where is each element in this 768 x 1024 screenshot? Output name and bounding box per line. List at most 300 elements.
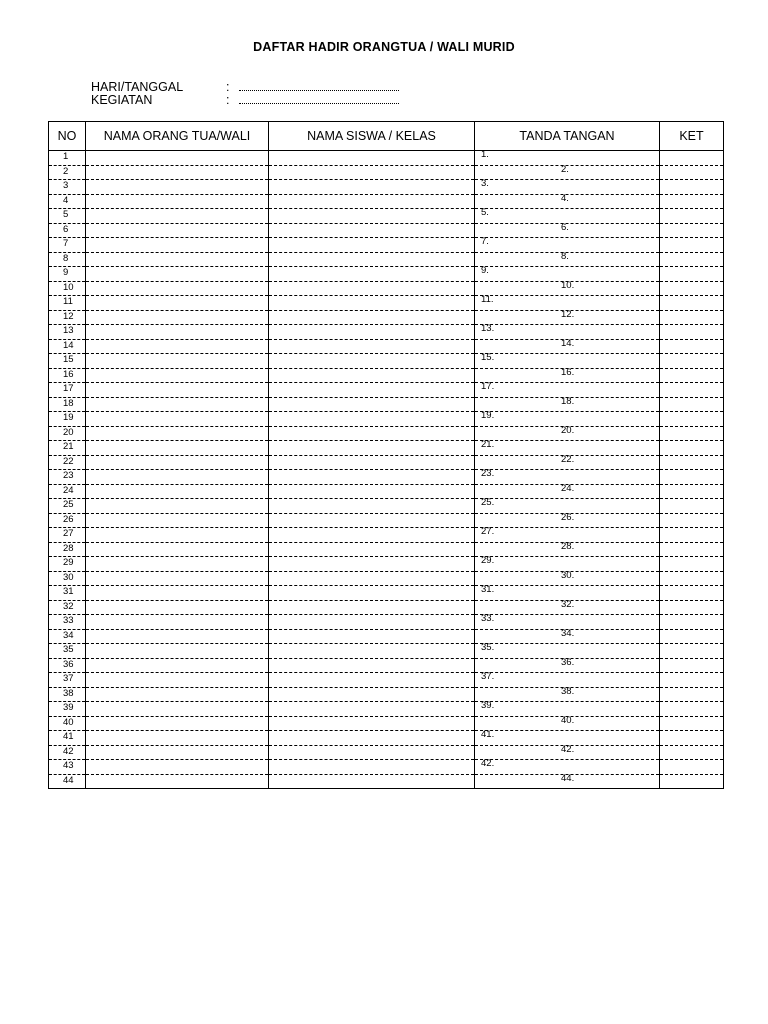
parent-name-cell[interactable] [86,354,269,369]
row-number: 27 [49,528,86,543]
signature-number: 38. [561,685,575,697]
signature-number: 36. [561,656,575,668]
signature-number: 1. [481,149,489,160]
date-label: HARI/TANGGAL [91,80,184,94]
notes-cell[interactable] [660,731,724,746]
parent-name-cell[interactable] [86,716,269,731]
row-number: 5 [49,209,86,224]
student-class-cell[interactable] [269,615,475,630]
parent-name-cell[interactable] [86,441,269,456]
notes-cell[interactable] [660,542,724,557]
notes-cell[interactable] [660,658,724,673]
table-row [49,774,724,789]
row-number: 31 [49,586,86,601]
parent-name-cell[interactable] [86,165,269,180]
table-row [49,180,724,195]
row-number: 12 [49,310,86,325]
parent-name-cell[interactable] [86,557,269,572]
row-number: 35 [49,644,86,659]
signature-cell[interactable] [475,484,660,499]
table-row [49,542,724,557]
notes-cell[interactable] [660,774,724,789]
signature-number: 25. [481,497,495,508]
table-row [49,600,724,615]
student-class-cell[interactable] [269,412,475,427]
table-row [49,281,724,296]
table-row [49,470,724,485]
signature-cell[interactable] [475,542,660,557]
notes-cell[interactable] [660,441,724,456]
notes-cell[interactable] [660,702,724,717]
row-number: 32 [49,600,86,615]
row-number: 9 [49,267,86,282]
table-row [49,499,724,514]
notes-cell[interactable] [660,484,724,499]
row-number: 26 [49,513,86,528]
signature-number: 31. [481,584,495,595]
row-number: 39 [49,702,86,717]
signature-cell[interactable] [475,774,660,789]
parent-name-cell[interactable] [86,151,269,166]
student-class-cell[interactable] [269,383,475,398]
student-class-cell[interactable] [269,310,475,325]
table-row [49,615,724,630]
student-class-cell[interactable] [269,194,475,209]
table-row [49,209,724,224]
parent-name-cell[interactable] [86,499,269,514]
table-row [49,368,724,383]
header-parent-name: NAMA ORANG TUA/WALI [86,122,269,151]
parent-name-cell[interactable] [86,325,269,340]
parent-name-cell[interactable] [86,296,269,311]
student-class-cell[interactable] [269,702,475,717]
notes-cell[interactable] [660,368,724,383]
notes-cell[interactable] [660,629,724,644]
student-class-cell[interactable] [269,571,475,586]
header-notes: KET [660,122,724,151]
student-class-cell[interactable] [269,644,475,659]
signature-number: 14. [561,337,575,349]
row-number: 43 [49,760,86,775]
notes-cell[interactable] [660,238,724,253]
table-body [49,151,724,789]
parent-name-cell[interactable] [86,513,269,528]
student-class-cell[interactable] [269,354,475,369]
parent-name-cell[interactable] [86,194,269,209]
student-class-cell[interactable] [269,455,475,470]
signature-cell[interactable] [475,165,660,180]
notes-cell[interactable] [660,455,724,470]
parent-name-cell[interactable] [86,397,269,412]
signature-number: 34. [561,627,575,639]
signature-number: 21. [481,439,495,450]
row-number: 34 [49,629,86,644]
row-number: 16 [49,368,86,383]
notes-cell[interactable] [660,151,724,166]
row-number: 3 [49,180,86,195]
date-fill-line[interactable] [239,81,399,91]
table-row [49,513,724,528]
notes-cell[interactable] [660,600,724,615]
activity-row [91,93,399,107]
student-class-cell[interactable] [269,600,475,615]
notes-cell[interactable] [660,281,724,296]
signature-cell[interactable] [475,600,660,615]
signature-number: 37. [481,671,495,682]
notes-cell[interactable] [660,528,724,543]
signature-number: 23. [481,468,495,479]
table-row [49,412,724,427]
table-row [49,586,724,601]
parent-name-cell[interactable] [86,731,269,746]
date-row [91,80,399,94]
parent-name-cell[interactable] [86,673,269,688]
student-class-cell[interactable] [269,658,475,673]
table-row [49,658,724,673]
signature-number: 42. [561,743,575,755]
signature-cell[interactable] [475,339,660,354]
notes-cell[interactable] [660,557,724,572]
student-class-cell[interactable] [269,557,475,572]
parent-name-cell[interactable] [86,412,269,427]
student-class-cell[interactable] [269,760,475,775]
student-class-cell[interactable] [269,368,475,383]
notes-cell[interactable] [660,397,724,412]
parent-name-cell[interactable] [86,455,269,470]
parent-name-cell[interactable] [86,252,269,267]
row-number: 33 [49,615,86,630]
notes-cell[interactable] [660,426,724,441]
row-number: 14 [49,339,86,354]
row-number: 19 [49,412,86,427]
signature-cell[interactable] [475,629,660,644]
table-row [49,339,724,354]
table-row [49,426,724,441]
row-number: 10 [49,281,86,296]
signature-number: 35. [481,642,495,653]
student-class-cell[interactable] [269,267,475,282]
signature-cell[interactable] [475,194,660,209]
parent-name-cell[interactable] [86,542,269,557]
activity-fill-line[interactable] [239,94,399,104]
table-row [49,716,724,731]
student-class-cell[interactable] [269,774,475,789]
signature-number: 41. [481,729,495,740]
signature-number: 10. [561,279,575,291]
notes-cell[interactable] [660,571,724,586]
signature-number: 17. [481,381,495,392]
table-row [49,325,724,340]
student-class-cell[interactable] [269,238,475,253]
parent-name-cell[interactable] [86,702,269,717]
parent-name-cell[interactable] [86,629,269,644]
row-number: 6 [49,223,86,238]
student-class-cell[interactable] [269,586,475,601]
activity-colon: : [226,93,230,107]
signature-number: 28. [561,540,575,552]
signature-number: 9. [481,265,489,276]
table-row [49,571,724,586]
signature-number: 5. [481,207,489,218]
table-row [49,397,724,412]
table-row [49,745,724,760]
parent-name-cell[interactable] [86,339,269,354]
parent-name-cell[interactable] [86,383,269,398]
notes-cell[interactable] [660,325,724,340]
signature-cell[interactable] [475,571,660,586]
table-row [49,731,724,746]
row-number: 20 [49,426,86,441]
notes-cell[interactable] [660,223,724,238]
student-class-cell[interactable] [269,252,475,267]
student-class-cell[interactable] [269,745,475,760]
row-number: 24 [49,484,86,499]
notes-cell[interactable] [660,644,724,659]
row-number: 36 [49,658,86,673]
student-class-cell[interactable] [269,180,475,195]
document-title: DAFTAR HADIR ORANGTUA / WALI MURID [253,40,515,54]
notes-cell[interactable] [660,412,724,427]
signature-number: 40. [561,714,575,726]
parent-name-cell[interactable] [86,470,269,485]
student-class-cell[interactable] [269,209,475,224]
parent-name-cell[interactable] [86,600,269,615]
student-class-cell[interactable] [269,484,475,499]
row-number: 15 [49,354,86,369]
parent-name-cell[interactable] [86,745,269,760]
row-number: 7 [49,238,86,253]
header-signature: TANDA TANGAN [475,122,660,151]
signature-cell[interactable] [475,513,660,528]
parent-name-cell[interactable] [86,760,269,775]
signature-number: 8. [561,250,569,262]
row-number: 1 [49,151,86,166]
signature-cell[interactable] [475,252,660,267]
row-number: 11 [49,296,86,311]
parent-name-cell[interactable] [86,180,269,195]
student-class-cell[interactable] [269,499,475,514]
signature-number: 13. [481,323,495,334]
student-class-cell[interactable] [269,731,475,746]
notes-cell[interactable] [660,470,724,485]
parent-name-cell[interactable] [86,267,269,282]
notes-cell[interactable] [660,383,724,398]
table-row [49,629,724,644]
parent-name-cell[interactable] [86,774,269,789]
signature-number: 39. [481,700,495,711]
student-class-cell[interactable] [269,223,475,238]
table-row [49,252,724,267]
row-number: 13 [49,325,86,340]
student-class-cell[interactable] [269,470,475,485]
notes-cell[interactable] [660,267,724,282]
signature-cell[interactable] [475,397,660,412]
student-class-cell[interactable] [269,629,475,644]
notes-cell[interactable] [660,615,724,630]
signature-number: 6. [561,221,569,233]
row-number: 44 [49,774,86,789]
signature-cell[interactable] [475,368,660,383]
parent-name-cell[interactable] [86,281,269,296]
row-number: 17 [49,383,86,398]
parent-name-cell[interactable] [86,484,269,499]
notes-cell[interactable] [660,194,724,209]
row-number: 4 [49,194,86,209]
student-class-cell[interactable] [269,716,475,731]
row-number: 22 [49,455,86,470]
parent-name-cell[interactable] [86,528,269,543]
signature-cell[interactable] [475,687,660,702]
table-row [49,296,724,311]
signature-cell[interactable] [475,658,660,673]
notes-cell[interactable] [660,165,724,180]
notes-cell[interactable] [660,716,724,731]
signature-number: 18. [561,395,575,407]
table-row [49,528,724,543]
student-class-cell[interactable] [269,397,475,412]
row-number: 28 [49,542,86,557]
notes-cell[interactable] [660,513,724,528]
signature-number: 20. [561,424,575,436]
notes-cell[interactable] [660,673,724,688]
header-no: NO [49,122,86,151]
notes-cell[interactable] [660,687,724,702]
parent-name-cell[interactable] [86,310,269,325]
signature-cell[interactable] [475,426,660,441]
parent-name-cell[interactable] [86,223,269,238]
table-row [49,238,724,253]
parent-name-cell[interactable] [86,571,269,586]
signature-number: 15. [481,352,495,363]
table-row [49,383,724,398]
parent-name-cell[interactable] [86,426,269,441]
notes-cell[interactable] [660,760,724,775]
signature-number: 33. [481,613,495,624]
table-header-row [49,122,724,151]
parent-name-cell[interactable] [86,644,269,659]
parent-name-cell[interactable] [86,687,269,702]
signature-number: 44. [561,772,575,784]
table-row [49,223,724,238]
row-number: 25 [49,499,86,514]
table-row [49,151,724,166]
signature-cell[interactable] [475,455,660,470]
signature-number: 19. [481,410,495,421]
notes-cell[interactable] [660,745,724,760]
table-row [49,354,724,369]
row-number: 40 [49,716,86,731]
signature-cell[interactable] [475,716,660,731]
student-class-cell[interactable] [269,151,475,166]
activity-label: KEGIATAN [91,93,153,107]
signature-number: 7. [481,236,489,247]
signature-number: 29. [481,555,495,566]
table-row [49,165,724,180]
row-number: 37 [49,673,86,688]
signature-number: 11. [481,294,494,305]
signature-number: 30. [561,569,575,581]
student-class-cell[interactable] [269,281,475,296]
student-class-cell[interactable] [269,528,475,543]
student-class-cell[interactable] [269,687,475,702]
notes-cell[interactable] [660,339,724,354]
notes-cell[interactable] [660,209,724,224]
signature-cell[interactable] [475,310,660,325]
student-class-cell[interactable] [269,339,475,354]
row-number: 38 [49,687,86,702]
table-row [49,760,724,775]
notes-cell[interactable] [660,586,724,601]
signature-cell[interactable] [475,745,660,760]
signature-number: 27. [481,526,495,537]
student-class-cell[interactable] [269,441,475,456]
table-row [49,687,724,702]
table-row [49,557,724,572]
student-class-cell[interactable] [269,426,475,441]
signature-number: 16. [561,366,575,378]
student-class-cell[interactable] [269,165,475,180]
student-class-cell[interactable] [269,513,475,528]
signature-number: 42. [481,758,495,769]
table-row [49,644,724,659]
parent-name-cell[interactable] [86,658,269,673]
parent-name-cell[interactable] [86,615,269,630]
signature-number: 4. [561,192,569,204]
signature-number: 24. [561,482,575,494]
table-row [49,194,724,209]
student-class-cell[interactable] [269,673,475,688]
notes-cell[interactable] [660,180,724,195]
row-number: 2 [49,165,86,180]
row-number: 29 [49,557,86,572]
parent-name-cell[interactable] [86,586,269,601]
table-row [49,673,724,688]
table-row [49,310,724,325]
notes-cell[interactable] [660,499,724,514]
notes-cell[interactable] [660,310,724,325]
parent-name-cell[interactable] [86,209,269,224]
student-class-cell[interactable] [269,542,475,557]
date-colon: : [226,80,230,94]
row-number: 41 [49,731,86,746]
parent-name-cell[interactable] [86,368,269,383]
table-row [49,455,724,470]
parent-name-cell[interactable] [86,238,269,253]
signature-cell[interactable] [475,223,660,238]
row-number: 8 [49,252,86,267]
attendance-table [48,121,724,789]
notes-cell[interactable] [660,354,724,369]
table-row [49,441,724,456]
signature-cell[interactable] [475,281,660,296]
notes-cell[interactable] [660,252,724,267]
student-class-cell[interactable] [269,296,475,311]
row-number: 18 [49,397,86,412]
signature-number: 22. [561,453,575,465]
signature-number: 12. [561,308,575,320]
header-student-class: NAMA SISWA / KELAS [269,122,475,151]
notes-cell[interactable] [660,296,724,311]
row-number: 30 [49,571,86,586]
row-number: 21 [49,441,86,456]
signature-number: 2. [561,163,569,175]
signature-number: 3. [481,178,489,189]
table-row [49,484,724,499]
student-class-cell[interactable] [269,325,475,340]
table-row [49,267,724,282]
table-row [49,702,724,717]
signature-number: 32. [561,598,575,610]
